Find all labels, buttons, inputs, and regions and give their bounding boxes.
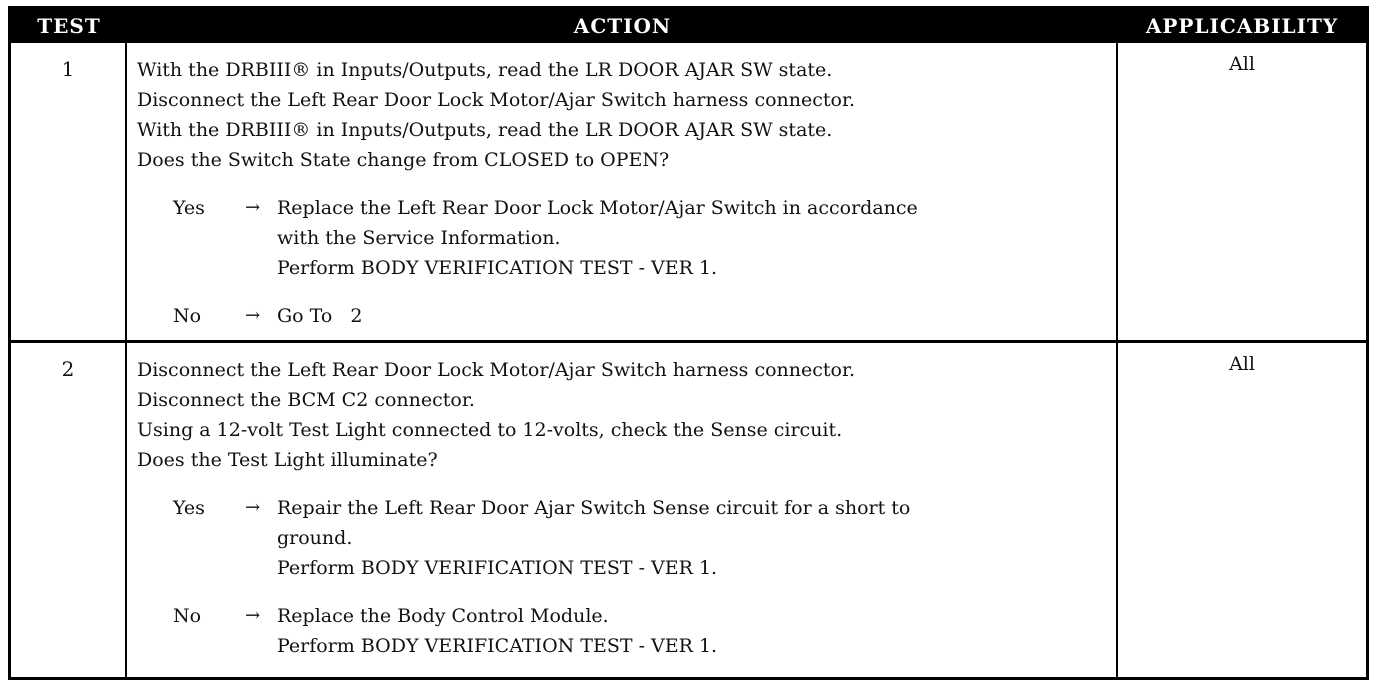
action-step: Using a 12-volt Test Light connected to 12-volts, check the Sense circuit. (137, 419, 843, 441)
test-number: 2 (11, 343, 127, 677)
no-label: No (173, 305, 202, 327)
arrow-icon: → (245, 497, 261, 518)
action-step: Disconnect the Left Rear Door Lock Motor/Ajar Switch harness connector. (137, 359, 856, 381)
action-step: With the DRBIII® in Inputs/Outputs, read the LR DOOR AJAR SW state. (137, 59, 833, 81)
yes-response (137, 193, 1106, 283)
header-action: ACTION (127, 9, 1118, 43)
yes-outcome (277, 493, 1106, 583)
header-applicability: APPLICABILITY (1118, 9, 1366, 43)
action-cell (127, 43, 1118, 343)
header-test: TEST (11, 9, 127, 43)
yes-response (137, 493, 1106, 583)
applicability-value: All (1118, 43, 1366, 343)
no-label: No (173, 605, 202, 627)
arrow-icon: → (245, 197, 261, 218)
action-step: Disconnect the BCM C2 connector. (137, 389, 475, 411)
arrow-icon: → (245, 605, 261, 626)
outcome-line: Perform BODY VERIFICATION TEST - VER 1. (277, 257, 718, 279)
outcome-line: ground. (277, 527, 353, 549)
outcome-line: Perform BODY VERIFICATION TEST - VER 1. (277, 557, 718, 579)
diagnostic-test-table (8, 6, 1369, 680)
action-cell (127, 343, 1118, 677)
arrow-icon: → (245, 305, 261, 326)
no-outcome (277, 301, 1106, 331)
outcome-line: Repair the Left Rear Door Ajar Switch Sense circuit for a short to (277, 497, 911, 519)
responses (137, 493, 1106, 661)
yes-outcome (277, 193, 1106, 283)
yes-label: Yes (173, 497, 205, 519)
outcome-line: Perform BODY VERIFICATION TEST - VER 1. (277, 635, 718, 657)
action-step: With the DRBIII® in Inputs/Outputs, read the LR DOOR AJAR SW state. (137, 119, 833, 141)
action-step: Does the Switch State change from CLOSED to OPEN? (137, 149, 670, 171)
yes-label: Yes (173, 197, 205, 219)
outcome-line: Replace the Body Control Module. (277, 605, 609, 627)
no-response (137, 301, 1106, 331)
test-number: 1 (11, 43, 127, 343)
outcome-line: Replace the Left Rear Door Lock Motor/Ajar Switch in accordance (277, 197, 918, 219)
action-step: Disconnect the Left Rear Door Lock Motor/Ajar Switch harness connector. (137, 89, 856, 111)
action-step: Does the Test Light illuminate? (137, 449, 438, 471)
applicability-value: All (1118, 343, 1366, 677)
responses (137, 193, 1106, 331)
outcome-line: with the Service Information. (277, 227, 561, 249)
no-outcome (277, 601, 1106, 661)
outcome-line: Go To 2 (277, 305, 363, 327)
no-response (137, 601, 1106, 661)
